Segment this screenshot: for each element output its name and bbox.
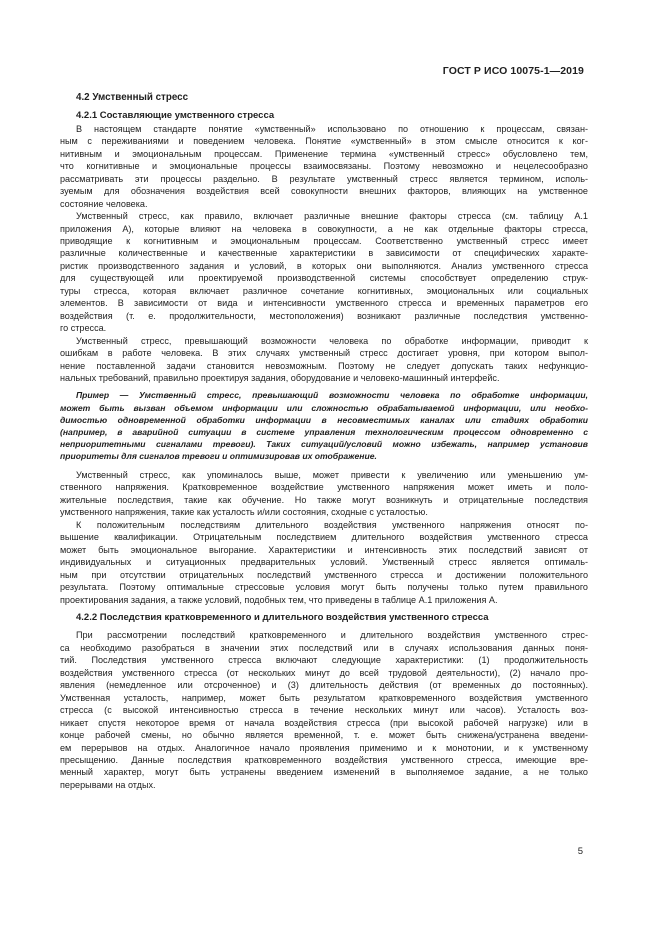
text-line: индивидуальных и ситуационных предварительных условий. Умственный стресс является оптималь- [60,557,588,568]
text-line: для существующей или проектируемой производственной системы способствует определению струк- [60,273,588,284]
text-line: рассматривать эти процессы раздельно. В результате умственный стресс является термином, исполь- [60,173,588,184]
text-line: При рассмотрении последствий кратковременного и длительного воздействия умственного стрес- [76,630,588,641]
text-line: различные количественные и качественные характеристики в зависимости от специфических характе- [60,248,588,259]
paragraph [60,335,588,385]
section-title: 4.2 Умственный стресс [76,92,189,103]
text-line: нение поставленной задачи становится невозможным. Поэтому не следует допускать таких нефункцио- [60,360,588,371]
text-line: приоритеты для сигналов тревоги и оптимизировав их отображение. [60,450,377,461]
text-line: го стресса. [60,323,107,334]
text-line: Умственный стресс, превышающий возможности человека по обработке информации, приводит к [76,335,588,346]
paragraph [60,629,588,791]
text-line: явления (немедленное или отсроченное) и (3) длительность действия (от временных до постоянных). [60,680,588,691]
text-line: нальных требований, правильно проектируя задания, оборудование и человеко-машинный интерфейс. [60,372,500,383]
page-number: 5 [577,846,583,857]
text-line: ошибкам в работе человека. В этих случаях умственный стресс достигает уровня, при котором выпол- [60,348,588,359]
text-line: са необходимо разобраться в значении этих последствий или в случаях использования данных поня- [60,642,588,653]
text-line: нитивным и эмоциональным процессам. Применение термина «умственный стресс» обусловлено тем, [60,148,588,159]
text-line: проектирования задания, а также условий, подобных тем, что приведены в таблице А.1 приложения А. [60,594,498,605]
subsection-title-4-2-2: 4.2.2 Последствия кратковременного и длительного воздействия умственного стресса [76,611,489,623]
text-line: умственного напряжения, такие как усталость и/или состояния, сходные с усталостью. [60,507,428,518]
text-line: никает спустя некоторое время от начала воздействия стресса (при высокой рабочей нагрузке) или в [60,717,588,728]
text-line: Пример — Умственный стресс, превышающий возможности человека по обработке информации, [76,390,588,401]
text-line: конце рабочей смены, но обычно является временной, т. е. может быть снижена/устранена введени- [60,730,588,741]
paragraph [60,123,588,210]
text-line: приложения А), которые влияют на человека в совокупности, а не как отдельные факторы стресса, [60,223,588,234]
text-line: неприоритетными сигналами тревоги). Таких ситуаций/условий можно избежать, например установив [60,438,588,449]
text-line: туры стресса, которая включает различное сочетание когнитивных, эмоциональных или социальных [60,285,588,296]
text-line: зуемым для обозначения воздействия всей совокупности внешних факторов, влияющих на умственное [60,186,588,197]
text-line: ственного напряжения. Кратковременное воздействие умственного напряжения может иметь и поло- [60,482,588,493]
text-line: Умственный стресс, как правило, включает различные внешние факторы стресса (см. таблицу А.1 [76,211,588,222]
text-line: вышение квалификации. Отрицательным последствием длительного воздействия умственного стресса [60,532,588,543]
text-line: элементов. В зависимости от вида и интенсивности умственного стресса и временных параметров его [60,298,588,309]
text-line: тий. Последствия умственного стресса включают следующие характеристики: (1) продолжительность [60,655,588,666]
text-line: стресса (с высокой интенсивностью стресса в течение нескольких минут или часов). Усталость воз- [60,705,588,716]
paragraph [60,519,588,606]
text-line: что когнитивные и эмоциональные процессы взаимосвязаны. Поэтому невозможно и нецелесообразно [60,161,588,172]
text-line: ным с переживаниями и поведением человека. Понятие «умственный» в этом смысле относится к ког- [60,136,588,147]
paragraph [60,469,588,519]
text-line: воздействия умственного стресса (от нескольких минут до всей трудовой деятельности), (2) начало про- [60,667,588,678]
text-line: Умственная усталость, например, может быть результатом кратковременного воздействия умственного [60,692,588,703]
text-line: состояние человека. [60,198,148,209]
text-line: менный характер, могут быть устранены введением изменений в выполняемое задание, а не только [60,767,588,778]
example-note [60,389,588,462]
text-line: может быть эмоциональное выгорание. Характеристики и интенсивность этих последствий зависят от [60,544,588,555]
paragraph [60,210,588,335]
text-line: ем перерывов на отдых. Аналогичное начало проявления применимо и к монотонии, и к умственному [60,742,588,753]
text-line: приводящие к когнитивным и эмоциональным процессам. Соответственно умственный стресс имеет [60,235,588,246]
text-line: (например, в аварийной ситуации в системе управления технологическим процессом одновременно с [60,426,588,437]
text-line: пресыщению. Данные последствия кратковременного воздействия умственного стресса, имеющие вре- [60,754,588,765]
text-line: В настоящем стандарте понятие «умственный» использовано по отношению к процессам, связан- [76,123,588,134]
standard-designation: ГОСТ Р ИСО 10075-1—2019 [442,65,584,77]
text-line: воздействия (т. е. продолжительности, местоположения) возникают различные последствия умственно- [60,310,588,321]
document-body [60,92,588,791]
text-line: К положительным последствиям длительного воздействия умственного напряжения относят по- [76,519,588,530]
text-line: ным при отсутствии отрицательных последствий умственного стресса и достижении положительного [60,569,588,580]
text-line: может быть вызван объемом информации или сложностью обрабатываемой информации, или необхо- [60,402,588,413]
subsection-title-4-2-1: 4.2.1 Составляющие умственного стресса [76,110,275,122]
text-line: Умственный стресс, как упоминалось выше, может привести к увеличению или уменьшению ум- [76,469,588,480]
text-line: результата. Поэтому оптимальные стрессовые условия могут быть получены только путем правильного [60,582,588,593]
text-line: ристик производственного задания и условий, в которых они выполняются. Анализ умственного стресса [60,260,588,271]
text-line: жительные последствия, такие как обучение. Но также могут возникнуть и отрицательные последствия [60,494,588,505]
text-line: димостью одновременной обработки информации в несовместимых каналах или стадиях обработки [60,414,588,425]
text-line: перерывами на отдых. [60,779,156,790]
